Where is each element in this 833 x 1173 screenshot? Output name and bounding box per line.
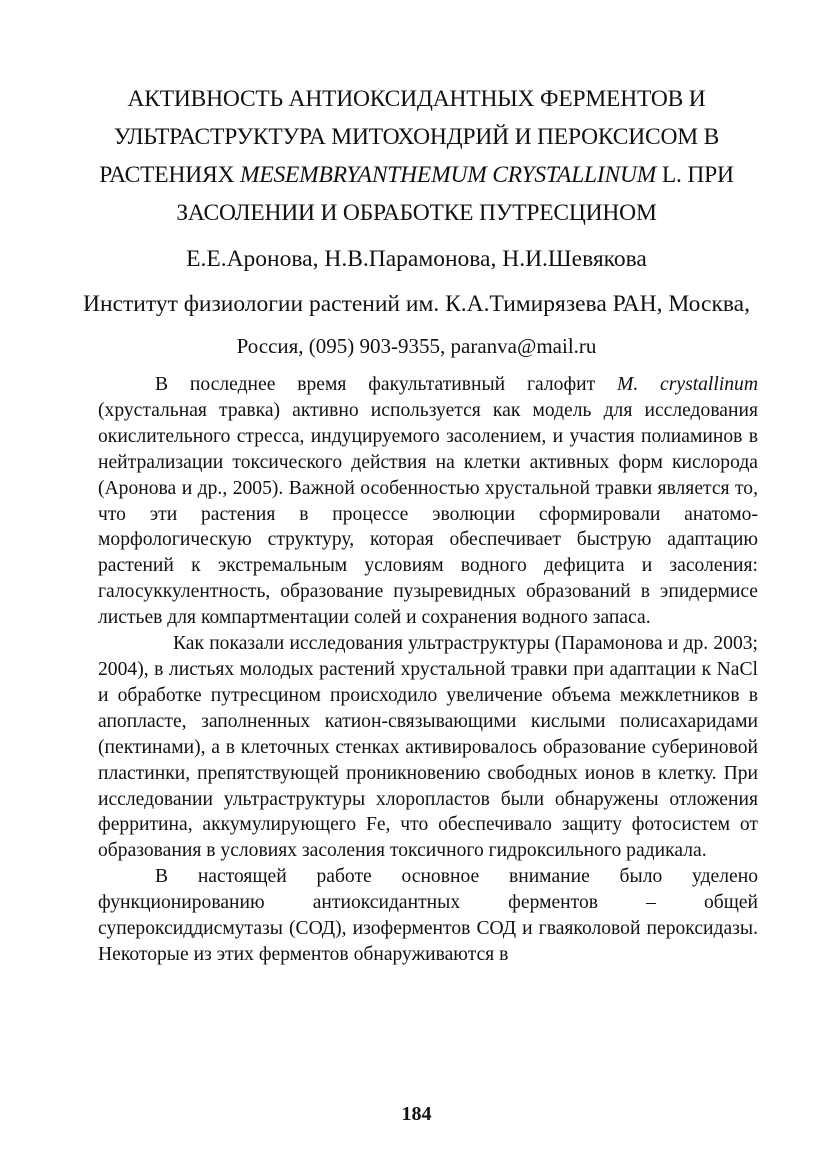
page-number: 184 (401, 1103, 432, 1125)
title-line-2: УЛЬТРАСТРУКТУРА МИТОХОНДРИЙ И ПЕРОКСИСОМ В (113, 124, 720, 150)
title-line-3-prefix: РАСТЕНИЯХ (99, 162, 240, 188)
title-line-1: АКТИВНОСТЬ АНТИОКСИДАНТНЫХ ФЕРМЕНТОВ И (127, 86, 706, 112)
paragraph-1-rest: (хрустальная травка) активно используется как модель для исследования окислительного стресса, индуцируемого засолением, и участия полиаминов в нейтрализации токсического действия на клетки активных форм кислорода (Аронова и др., 2005). Важной особенностью хрустальной травки является то, что эти растения в процессе эволюции сформировали анатомо-морфологическую структуру, которая обеспечивает быструю адаптацию растений к экстремальным условиям водного дефицита и засоления: галосуккулентность, образование пузыревидных образований в эпидермисе листьев для компартментации солей и сохранения водного запаса. (98, 399, 758, 629)
body-text (98, 372, 758, 968)
title-line-3 (40, 156, 793, 194)
author-list: Е.Е.Аронова, Н.В.Парамонова, Н.И.Шевякова (186, 246, 647, 272)
paragraph-1-species: M. crystallinum (617, 374, 759, 395)
affiliation (20, 283, 813, 367)
title-line-4: ЗАСОЛЕНИИ И ОБРАБОТКЕ ПУТРЕСЦИНОМ (176, 200, 657, 226)
paper-title (40, 80, 793, 232)
paragraph-3: В настоящей работе основное внимание было уделено функционированию антиоксидантных ферментов – общей супероксиддисмутазы (СОД), изоферментов СОД и гваяколовой пероксидазы. Некоторые из этих ферментов обнаруживаются в (98, 866, 758, 965)
paragraph-2: Как показали исследования ультраструктуры (Парамонова и др. 2003; 2004), в листьях молодых растений хрустальной травки при адаптации к NaCl и обработке путресцином происходило увеличение объема межклетников в апопласте, заполненных катион-связывающими кислыми полисахаридами (пектинами), а в клеточных стенках активировалось образование субериновой пластинки, препятствующей проникновению свободных ионов в клетку. При исследовании ультраструктуры хлоропластов были обнаружены отложения ферритина, аккумулирующего Fe, что обеспечивало защиту фотосистем от образования в условиях засоления токсичного гидроксильного радикала. (98, 633, 758, 862)
title-species-name: MESEMBRYANTHEMUM CRYSTALLINUM (239, 162, 657, 188)
paragraph-1 (98, 372, 758, 631)
affiliation-contact: Россия, (095) 903-9355, paranva@mail.ru (236, 334, 597, 358)
affiliation-institute: Институт физиологии растений им. К.А.Тимирязева РАН, Москва, (83, 291, 750, 317)
paragraph-1-start: В последнее время факультативный галофит (155, 374, 618, 395)
title-line-3-suffix: L. ПРИ (656, 162, 734, 188)
